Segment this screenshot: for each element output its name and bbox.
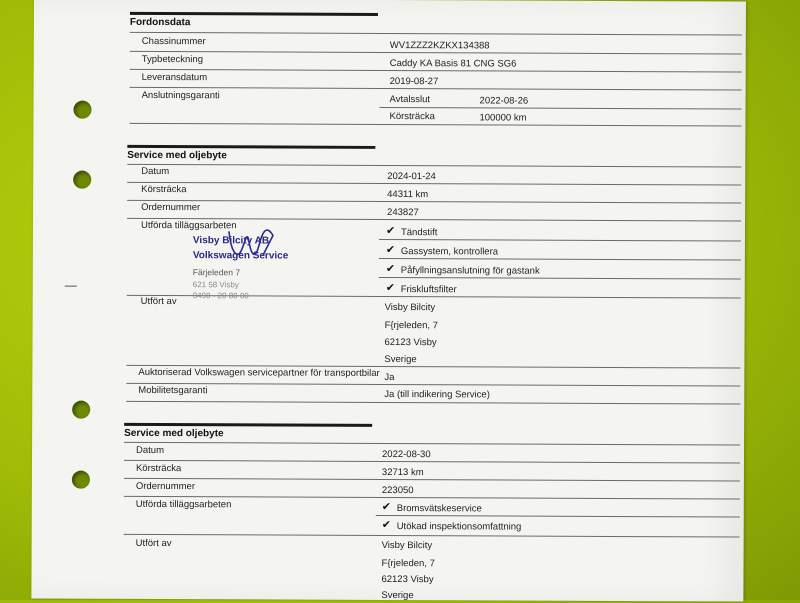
type-value: Caddy KA Basis 81 CNG SG6 [389,57,517,70]
row-divider [124,460,740,464]
service2-date-value: 2022-08-30 [381,448,431,461]
service1-km-value: 44311 km [387,188,429,201]
service2-by-line: 62123 Visby [381,573,434,586]
stamp-street: Färjeleden 7 [192,267,241,278]
row-divider [376,515,740,518]
service1-auth-value: Ja [384,371,395,384]
punch-hole [73,101,91,119]
chassis-label: Chassinummer [141,35,206,48]
row-divider [379,239,741,242]
guarantee-km-label: Körsträcka [389,110,435,123]
service2-extra-item: Bromsvätskeservice [396,503,482,515]
punch-hole [72,401,90,419]
row-divider [127,182,741,186]
row-divider [380,107,742,110]
row-divider [127,200,741,204]
service2-order-label: Ordernummer [135,480,196,493]
row-divider [130,87,742,91]
checkmark-icon: ✔ [385,281,395,295]
row-divider [379,277,741,280]
row-divider [124,478,740,482]
checkmark-icon: ✔ [381,518,391,532]
vehicle-data-header: Fordonsdata [130,12,378,33]
service1-extra-item: Gassystem, kontrollera [400,246,499,258]
delivery-value: 2019-08-27 [389,75,439,88]
service2-header: Service med oljebyte [124,423,372,444]
guarantee-km-value: 100000 km [479,112,527,124]
row-divider [127,164,741,168]
service1-km-label: Körsträcka [141,183,187,196]
row-divider [129,123,741,127]
signature [223,221,283,271]
row-divider [124,442,740,446]
service1-extra-item: Påfyllningsanslutning för gastank [400,265,540,277]
service1-extras-label: Utförda tilläggsarbeten [140,219,237,232]
service2-order-value: 223050 [381,484,414,497]
service1-by-label: Utfört av [140,295,177,308]
guarantee-label: Anslutningsgaranti [141,89,220,102]
service1-order-value: 243827 [387,206,419,219]
row-divider [126,401,740,405]
service1-by-line: F{rjeleden, 7 [384,319,438,332]
stamp-phone: 0498 - 20 80 00 [192,291,249,301]
service1-by-line: 62123 Visby [384,336,437,349]
checkmark-icon: ✔ [385,224,396,238]
service1-mobility-value: Ja (till indikering Service) [384,388,490,401]
stamp-postal: 621 58 Visby [192,280,239,290]
stamp-service: Volkswagen Service [192,250,289,262]
fold-mark [65,286,77,287]
checkmark-icon: ✔ [381,500,392,514]
service2-extras-label: Utförda tilläggsarbeten [135,498,232,511]
punch-hole [73,171,91,189]
dealer-stamp [193,235,323,304]
service2-km-value: 32713 km [381,466,424,479]
row-divider [130,69,742,73]
service2-by-line: F{rjeleden, 7 [381,557,435,570]
type-label: Typbeteckning [141,53,204,66]
delivery-label: Leveransdatum [141,71,208,84]
guarantee-end-value: 2022-08-26 [479,95,529,107]
row-divider [130,32,742,36]
service2-by-line: Visby Bilcity [381,539,433,552]
checkmark-icon: ✔ [385,243,396,257]
service1-by-line: Sverige [384,353,417,366]
service1-date-label: Datum [141,165,170,178]
service1-by-line: Visby Bilcity [384,301,436,314]
service2-extra-item: Utökad inspektionsomfattning [396,521,522,533]
guarantee-end-label: Avtalsslut [389,93,431,106]
punch-hole [72,471,90,489]
service2-by-label: Utfört av [135,537,172,550]
service2-km-label: Körsträcka [135,462,182,475]
service1-extra-item: Tändstift [400,227,438,239]
service1-order-label: Ordernummer [141,201,201,214]
checkmark-icon: ✔ [385,262,396,276]
service-document-page [31,0,746,602]
chassis-value: WV1ZZZ2KZKX134388 [389,39,490,52]
service2-date-label: Datum [136,444,165,457]
service1-mobility-label: Mobilitetsgaranti [138,384,208,397]
service2-by-line: Sverige [381,589,414,602]
row-divider [130,51,742,55]
service1-extra-item: Friskluftsfilter [400,284,457,296]
service1-auth-label: Auktoriserad Volkswagen servicepartner för transportbilar [138,366,380,379]
service1-date-value: 2024-01-24 [387,170,436,183]
row-divider [379,258,741,261]
stamp-company: Visby Bilcity AB [192,235,270,247]
row-divider [124,534,740,538]
row-divider [126,383,740,387]
service1-header: Service med oljebyte [127,145,375,166]
